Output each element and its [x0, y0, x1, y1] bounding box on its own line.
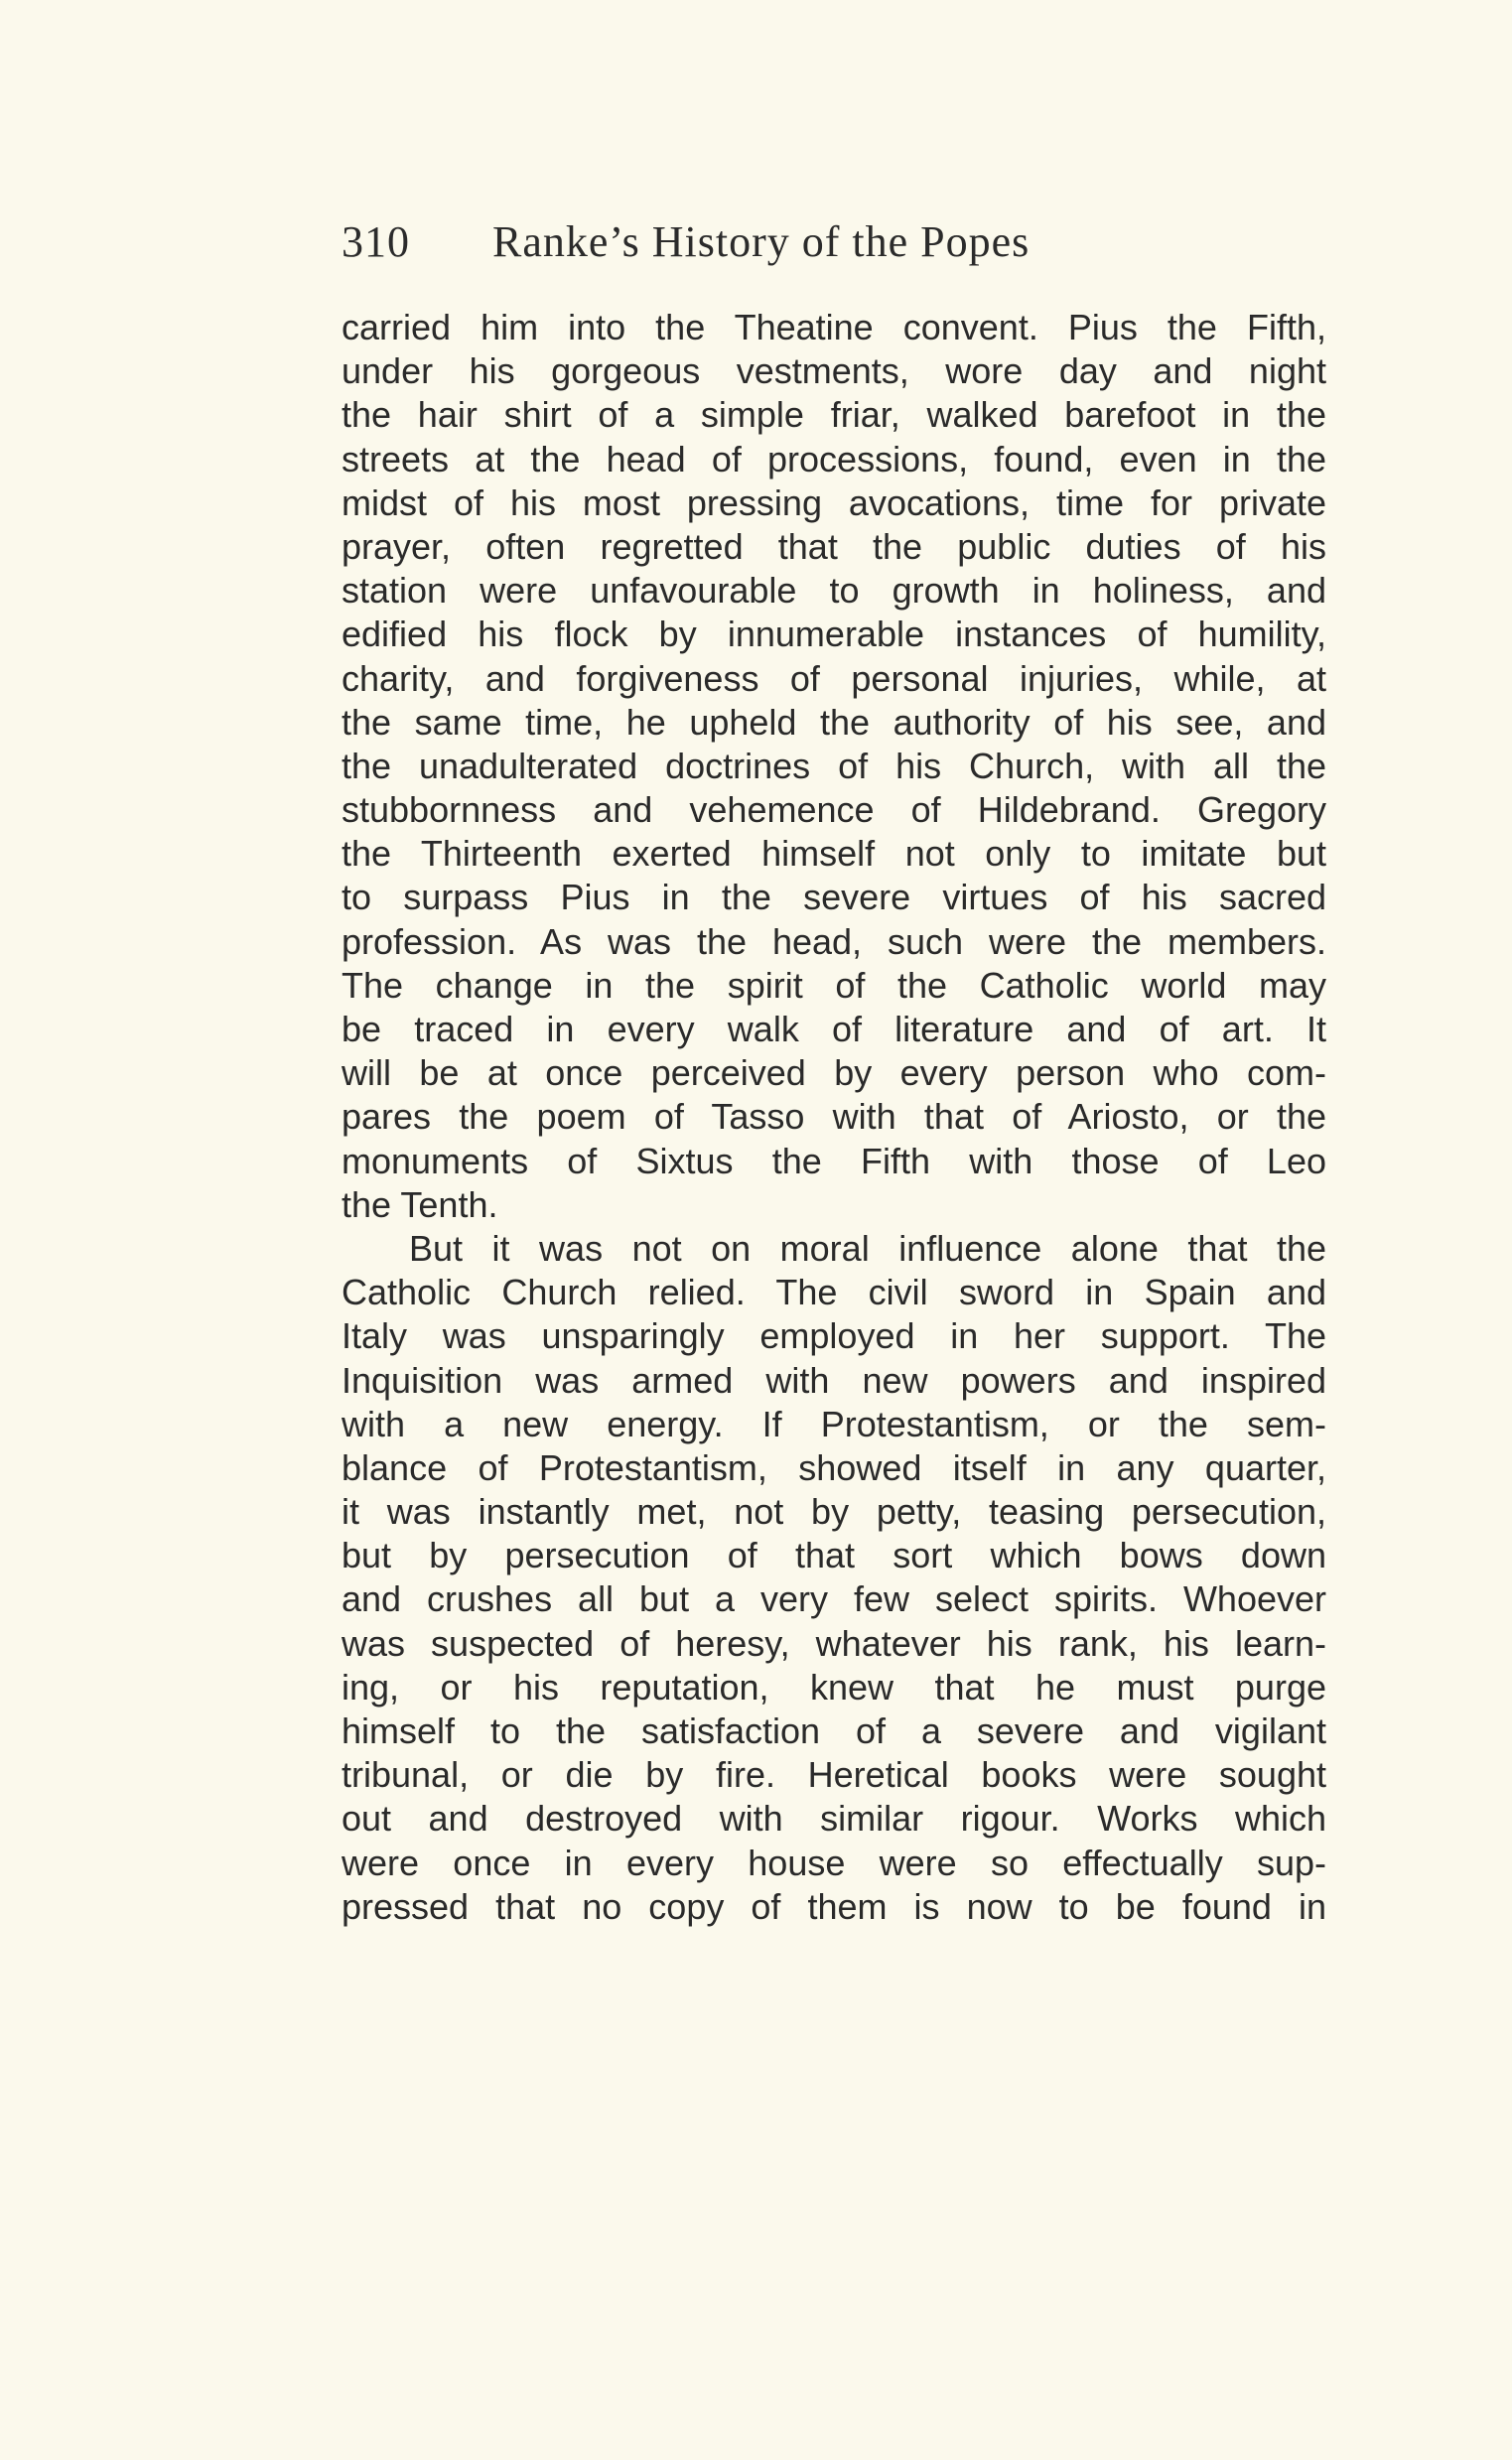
text-line: The change in the spirit of the Catholic world may	[342, 964, 1326, 1006]
text-line: and crushes all but a very few select spirits. Whoever	[342, 1578, 1326, 1620]
text-line: be traced in every walk of literature and of art. It	[342, 1009, 1326, 1049]
text-line: Italy was unsparingly employed in her support. The	[342, 1315, 1326, 1357]
text-line: out and destroyed with similar rigour. Works which	[342, 1798, 1326, 1840]
text-line: the same time, he upheld the authority of his see, and	[342, 701, 1326, 743]
text-line: but by persecution of that sort which bows down	[342, 1535, 1326, 1576]
running-head	[342, 216, 1334, 276]
text-line: prayer, often regretted that the public duties of his	[342, 525, 1326, 567]
text-line: to surpass Pius in the severe virtues of his sacred	[342, 877, 1326, 918]
text-line: edified his flock by innumerable instances of humility,	[342, 614, 1326, 655]
text-line: were once in every house were so effectually sup-	[342, 1842, 1326, 1883]
text-line: charity, and forgiveness of personal injuries, while, at	[342, 657, 1326, 699]
text-line: blance of Protestantism, showed itself in any quarter,	[342, 1446, 1326, 1488]
text-line: carried him into the Theatine convent. Pius the Fifth,	[342, 307, 1326, 347]
text-line: pressed that no copy of them is now to be found in	[342, 1885, 1326, 1927]
text-line: profession. As was the head, such were the members.	[342, 920, 1326, 962]
text-line: the Thirteenth exerted himself not only to imitate but	[342, 833, 1326, 875]
text-line: station were unfavourable to growth in holiness, and	[342, 570, 1326, 612]
text-line: Catholic Church relied. The civil sword in Spain and	[342, 1272, 1326, 1313]
text-line: midst of his most pressing avocations, time for private	[342, 481, 1326, 523]
text-line: tribunal, or die by fire. Heretical books were sought	[342, 1754, 1326, 1796]
text-line: under his gorgeous vestments, wore day and night	[342, 350, 1326, 392]
text-line: will be at once perceived by every person who com-	[342, 1052, 1326, 1094]
text-line: Inquisition was armed with new powers and inspired	[342, 1359, 1326, 1401]
text-line: pares the poem of Tasso with that of Ariosto, or the	[342, 1096, 1326, 1138]
text-line: with a new energy. If Protestantism, or the sem-	[342, 1403, 1326, 1444]
text-line: the hair shirt of a simple friar, walked barefoot in the	[342, 394, 1326, 436]
text-line: monuments of Sixtus the Fifth with those of Leo	[342, 1140, 1326, 1181]
page-number: 310	[342, 217, 410, 266]
text-line: was suspected of heresy, whatever his rank, his learn-	[342, 1622, 1326, 1664]
running-title: Ranke’s History of the Popes	[492, 217, 1031, 266]
text-line: the unadulterated doctrines of his Church, with all the	[342, 745, 1326, 786]
text-line: stubbornness and vehemence of Hildebrand. Gregory	[342, 789, 1326, 831]
text-line: himself to the satisfaction of a severe and vigilant	[342, 1710, 1326, 1751]
text-line: it was instantly met, not by petty, teasing persecution,	[342, 1491, 1326, 1533]
text-line: streets at the head of processions, found, even in the	[342, 438, 1326, 479]
text-line: ing, or his reputation, knew that he must purge	[342, 1666, 1326, 1708]
paragraph-start-line: But it was not on moral influence alone that the	[409, 1227, 1326, 1269]
paragraph-end-line: the Tenth.	[342, 1183, 498, 1225]
body-text	[342, 306, 1326, 1929]
